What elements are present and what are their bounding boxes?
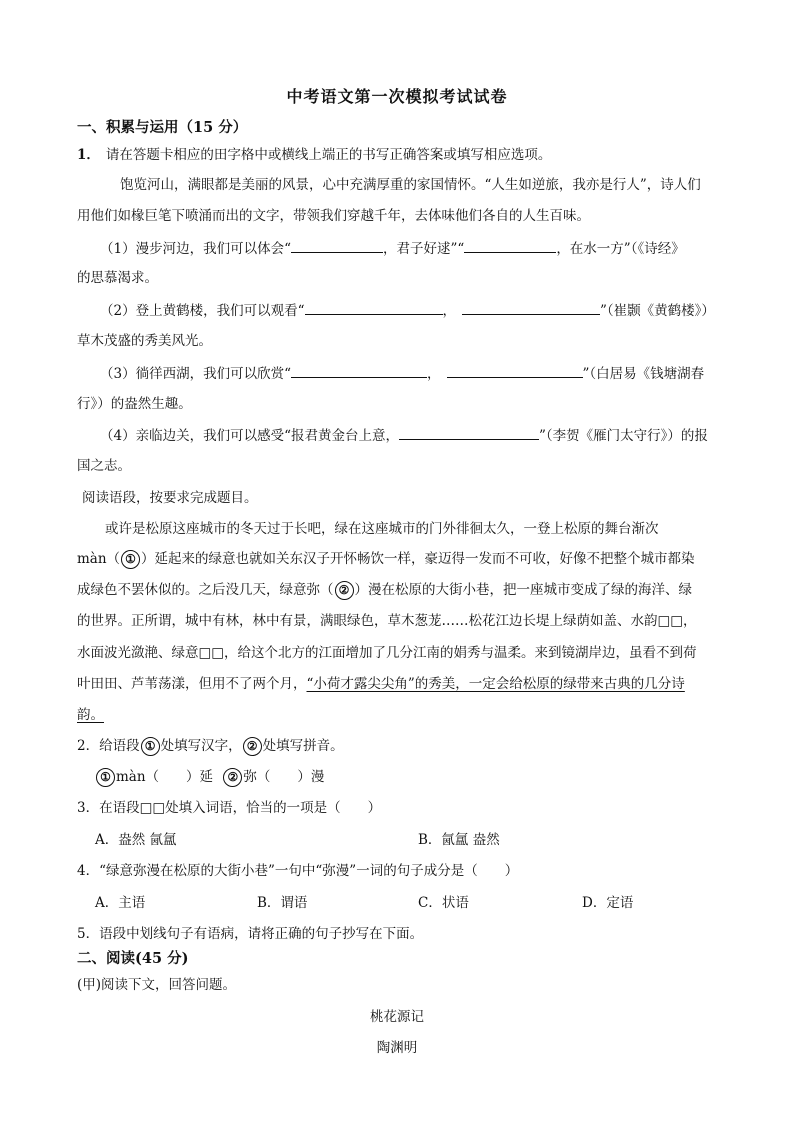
q2-ans-circle-2: ②	[223, 768, 242, 787]
underlined-sentence-end: 韵。	[77, 707, 104, 723]
q3-stem: 3．在语段□□处填入词语，恰当的一项是（ ）	[77, 800, 382, 816]
passage-line5: 水面波光潋滟、绿意□□，给这个北方的江面增加了几分江南的娟秀与温柔。来到镜湖岸边，虽看不到荷	[77, 645, 697, 661]
section1-heading: 一、积累与运用（15 分）	[77, 119, 248, 136]
q3-option-a[interactable]: A．盎然 氤氲	[95, 832, 177, 848]
passage-line2	[77, 549, 749, 569]
q2-stem-b: 处填写汉字，	[160, 738, 242, 754]
exam-title: 中考语文第一次模拟考试试卷	[286, 87, 508, 106]
q5-stem: 5．语段中划线句子有语病，请将正确的句子抄写在下面。	[77, 926, 424, 942]
section2-heading: 二、阅读(45 分)	[77, 950, 189, 967]
text-author: 陶渊明	[376, 1040, 418, 1056]
q1-item3-suffix: ”（白居易《钱塘湖春	[582, 366, 705, 382]
q4-stem: 4．“绿意弥漫在松原的大街小巷”一句中“弥漫”一词的句子成分是（ ）	[77, 863, 519, 879]
q2-circle-1: ①	[141, 737, 160, 756]
q3-option-b[interactable]: B．氤氲 盎然	[418, 832, 500, 848]
passage-line6-text: 叶田田、芦苇荡漾，但用不了两个月，	[77, 676, 307, 692]
section2-sub: (甲)阅读下文，回答问题。	[77, 977, 237, 993]
underlined-sentence: “小荷才露尖尖角”的秀美，一定会给松原的绿带来古典的几分诗	[306, 676, 685, 692]
q1-item4-cont: 国之志。	[77, 458, 131, 474]
q4-options	[95, 893, 767, 913]
q1-item2-prefix: （2）登上黄鹤楼，我们可以观看“	[100, 303, 305, 319]
circle-marker-2: ②	[335, 581, 354, 600]
q1-intro-line1: 饱览河山，满眼都是美丽的风景，心中充满厚重的家国情怀。“人生如逆旅，我亦是行人”，诗人们	[120, 177, 701, 193]
q4-option-c[interactable]: C．状语	[418, 895, 469, 911]
q1-item2-blank2[interactable]	[462, 300, 600, 315]
circle-marker-1: ①	[121, 550, 140, 569]
q1-item2-cont: 草木茂盛的秀美风光。	[77, 333, 212, 349]
q1-item1-suffix: ，在水一方”（《诗经》	[556, 241, 685, 257]
passage-line3	[77, 580, 749, 600]
passage-line7	[77, 705, 749, 725]
q1-item2-suffix: ”（崔颢《黄鹤楼》）	[600, 303, 715, 319]
q1-item3-middle: ，	[427, 366, 441, 382]
passage-line1: 或许是松原这座城市的冬天过于长吧，绿在这座城市的门外徘徊太久，一登上松原的舞台渐次	[105, 521, 659, 537]
q2-answer-1: màn（ ）延	[116, 769, 214, 785]
passage-line3-text-b: ）漫在松原的大街小巷，把一座城市变成了绿的海洋、绿	[354, 582, 692, 598]
q4-option-b[interactable]: B．谓语	[257, 895, 308, 911]
q1-item1	[100, 238, 749, 259]
reading-intro: 阅读语段，按要求完成题目。	[82, 490, 258, 506]
q1-number: 1．	[77, 147, 100, 163]
q1-item4-blank[interactable]	[399, 425, 539, 440]
q1-item3-blank1[interactable]	[291, 363, 427, 378]
q4-option-d[interactable]: D．定语	[582, 895, 634, 911]
q2-stem-a: 2．给语段	[77, 738, 140, 754]
passage-line3-text-a: 成绿色不罢休似的。之后没几天，绿意弥（	[77, 582, 334, 598]
q1-item2-blank1[interactable]	[305, 300, 443, 315]
q1-item2	[100, 300, 749, 321]
q1-item3-prefix: （3）徜徉西湖，我们可以欣赏“	[100, 366, 291, 382]
q1-item4-prefix: （4）亲临边关，我们可以感受“报君黄金台上意，	[100, 428, 399, 444]
q2-ans-circle-1: ①	[96, 768, 115, 787]
q3-options	[95, 830, 767, 850]
q1-item2-middle: ，	[442, 303, 456, 319]
q2-answers	[95, 767, 767, 787]
q1-item1-prefix: （1）漫步河边，我们可以体会“	[100, 241, 291, 257]
q1-stem	[77, 145, 749, 165]
q2-stem-c: 处填写拼音。	[262, 738, 344, 754]
q2-circle-2: ②	[243, 737, 262, 756]
q1-item3	[100, 363, 749, 384]
text-title: 桃花源记	[370, 1009, 424, 1025]
q4-option-a[interactable]: A．主语	[95, 895, 146, 911]
passage-line2-pinyin: màn（	[77, 551, 121, 567]
q1-item3-blank2[interactable]	[447, 363, 583, 378]
q1-intro-line2: 用他们如椽巨笔下喷涌而出的文字，带领我们穿越千年，去体味他们各自的人生百味。	[77, 208, 590, 224]
q1-item1-blank2[interactable]	[464, 238, 556, 253]
q1-item4-suffix: ”（李贺《雁门太守行》）的报	[539, 428, 708, 444]
passage-line6	[77, 674, 749, 694]
q1-item3-cont: 行》）的盎然生趣。	[77, 396, 192, 412]
q2-answer-2: 弥（ ）漫	[243, 769, 325, 785]
q1-item1-blank1[interactable]	[291, 238, 383, 253]
q1-item4	[100, 425, 749, 446]
q2-stem	[77, 736, 749, 756]
passage-line2-text: ）延起来的绿意也就如关东汉子开怀畅饮一样，豪迈得一发而不可收，好像不把整个城市都染	[141, 551, 695, 567]
q1-item1-middle: ，君子好逑”“	[383, 241, 465, 257]
q1-stem-text: 请在答题卡相应的田字格中或横线上端正的书写正确答案或填写相应选项。	[105, 147, 552, 163]
q1-item1-cont: 的思慕渴求。	[77, 270, 158, 286]
passage-line4: 的世界。正所谓，城中有林，林中有景，满眼绿色，草木葱茏……松花江边长堤上绿荫如盖、水韵□□，	[77, 613, 697, 629]
